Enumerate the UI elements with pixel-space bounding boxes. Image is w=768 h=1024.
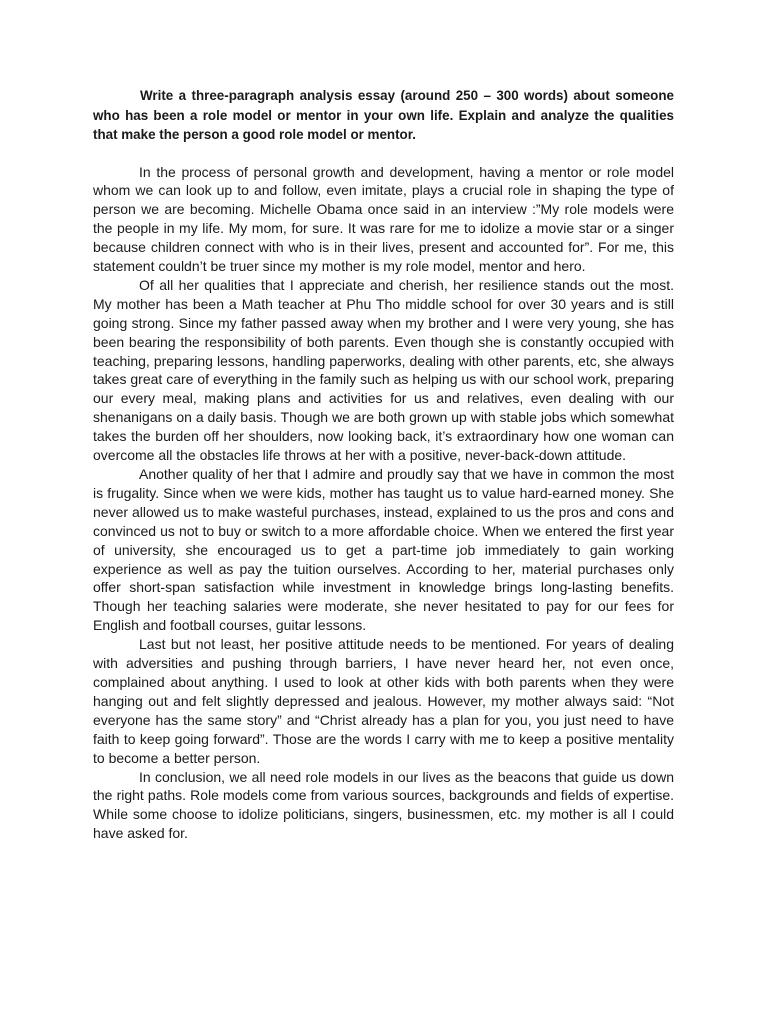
paragraph-positive-attitude: Last but not least, her positive attitude needs to be mentioned. For years of dealing with adversities and pushing through barriers, I have never heard her, not even once, complained about anything. I used to look at other kids with both parents when they were hanging out and felt slightly depressed and jealous. However, my mother always said: “Not everyone has the same story” and “Christ already has a plan for you, you just need to have faith to keep going forward”. Those are the words I carry with me to keep a positive mentality to become a better person.: [93, 636, 674, 766]
essay-prompt: Write a three-paragraph analysis essay (around 250 – 300 words) about someone who has been a role model or mentor in your own life. Explain and analyze the qualities that make the person a good role model or mentor.: [93, 88, 674, 142]
paragraph-resilience: Of all her qualities that I appreciate and cherish, her resilience stands out the most. My mother has been a Math teacher at Phu Tho middle school for over 30 years and is still going strong. Since my father passed away when my brother and I were very young, she has been bearing the responsibility of both parents. Even though she is constantly occupied with teaching, preparing lessons, handling paperworks, dealing with other parents, etc, she always takes great care of everything in the family such as helping us with our school work, preparing our every meal, making plans and activities for us and relatives, even dealing with our shenanigans on a daily basis. Though we are both grown up with stable jobs which somewhat takes the burden off her shoulders, now looking back, it’s extraordinary how one woman can overcome all the obstacles life throws at her with a positive, never-back-down attitude.: [93, 276, 674, 464]
paragraph-frugality: Another quality of her that I admire and proudly say that we have in common the most is frugality. Since when we were kids, mother has taught us to value hard-earned money. She never allowed us to make wasteful purchases, instead, explained to us the pros and cons and convinced us not to buy or switch to a more affordable choice. When we entered the first year of university, she encouraged us to get a part-time job immediately to gain working experience as well as pay the tuition ourselves. According to her, material purchases only offer short-span satisfaction while investment in knowledge brings long-lasting benefits. Though her teaching salaries were moderate, she never hesitated to pay for our fees for English and football courses, guitar lessons.: [93, 466, 674, 634]
paragraph-introduction: In the process of personal growth and development, having a mentor or role model whom we can look up to and follow, even imitate, plays a crucial role in shaping the type of person we are becoming. Michelle Obama once said in an interview :”My role models were the people in my life. My mom, for sure. It was rare for me to idolize a movie star or a singer because children connect with who is in their lives, present and accounted for”. For me, this statement couldn’t be truer since my mother is my role model, mentor and hero.: [93, 163, 674, 275]
paragraph-conclusion: In conclusion, we all need role models in our lives as the beacons that guide us down the right paths. Role models come from various sources, backgrounds and fields of expertise. While some choose to idolize politicians, singers, businessmen, etc. my mother is all I could have asked for.: [93, 768, 674, 842]
document-page: [93, 86, 674, 843]
